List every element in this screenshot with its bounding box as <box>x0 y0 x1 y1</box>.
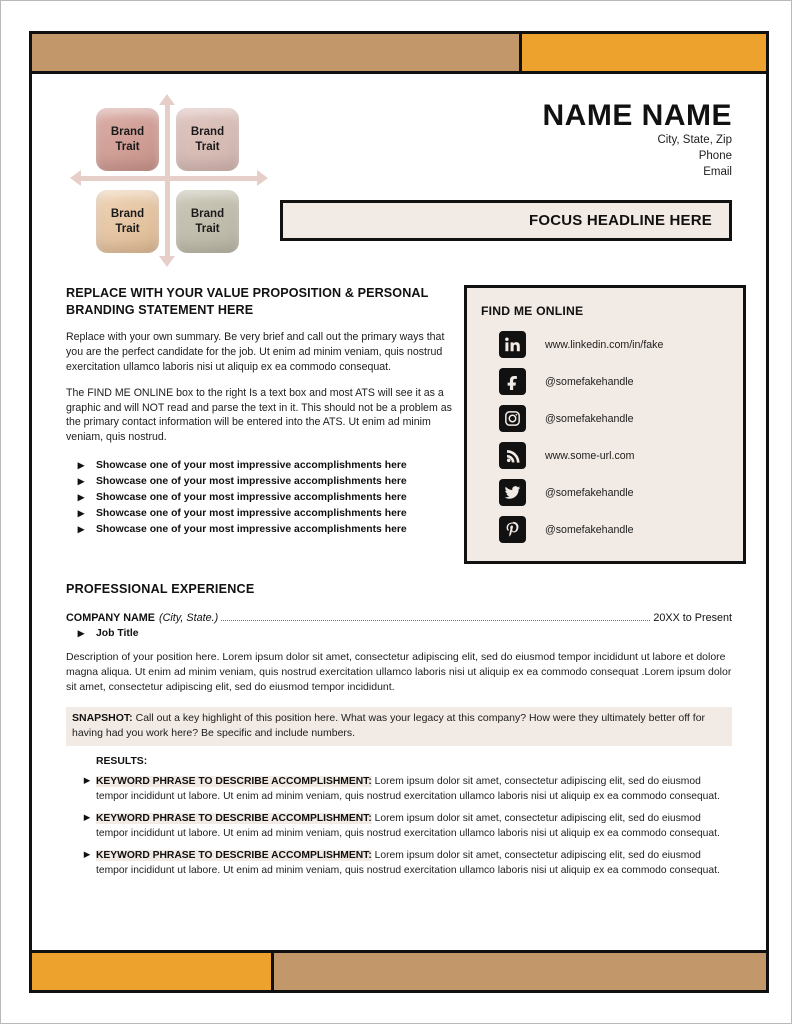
list-item[interactable] <box>481 442 729 469</box>
resume-body <box>32 74 766 950</box>
result-text: Lorem ipsum dolor sit amet, consectetur adipiscing elit, sed do eiusmod tempor incididunt ut labore. Ut enim ad minim veniam, quis nostrud exercitation ullamco laboris nisi ut aliquip ex ea commodo consequat. <box>96 850 720 877</box>
bullet-marker-icon: ▶ <box>77 628 85 638</box>
bullet-marker-icon: ▶ <box>83 812 91 823</box>
header-bar-tan-segment <box>32 34 522 71</box>
resume-sheet <box>29 31 769 993</box>
company-name: COMPANY NAME <box>66 612 155 624</box>
list-item[interactable] <box>481 479 729 506</box>
bullet-text: Showcase one of your most impressive accomplishments here <box>96 508 407 520</box>
professional-experience-heading: PROFESSIONAL EXPERIENCE <box>66 582 255 596</box>
footer-bar-tan-segment <box>274 953 766 990</box>
list-item <box>66 458 458 474</box>
brand-trait-quadrant-graphic <box>74 98 264 263</box>
summary-paragraph-2: The FIND ME ONLINE box to the right Is a text box and most ATS will see it as a graphic and will NOT read and parse the text in it. This should not be a problem as the primary contact information will be entered into the ATS. Ut enim ad minim veniam, quis nostrud. <box>66 386 452 444</box>
brand-trait-top-left <box>96 108 159 171</box>
summary-paragraph-1: Replace with your own summary. Be very brief and call out the primary ways that you are the perfect candidate for the job. Ut enim ad minim veniam, quis nostrud exercitation ullamco laboris nisi ut aliquip ex ea commodo consequat. <box>66 331 445 373</box>
bullet-marker-icon: ▶ <box>83 849 91 860</box>
list-item[interactable] <box>481 516 729 543</box>
snapshot-text: Call out a key highlight of this position here. What was your legacy at this company? How were they ultimately better off for having had you work here? Be specific and include numbers. <box>72 711 706 739</box>
rss-icon <box>499 442 526 469</box>
result-keyword: KEYWORD PHRASE TO DESCRIBE ACCOMPLISHMENT: <box>96 850 372 862</box>
contact-phone: Phone <box>698 149 732 162</box>
list-item <box>66 506 458 522</box>
job-title: Job Title <box>96 628 139 639</box>
brand-trait-line2: Trait <box>115 140 140 153</box>
brand-trait-bottom-right <box>176 190 239 253</box>
social-link-label: www.some-url.com <box>545 449 635 462</box>
list-item[interactable] <box>481 405 729 432</box>
result-body <box>96 848 732 878</box>
summary-and-social-row <box>66 285 732 564</box>
brand-trait-line1: Brand <box>190 126 225 139</box>
twitter-icon <box>499 479 526 506</box>
arrow-up-icon <box>159 94 175 105</box>
list-item <box>66 811 732 841</box>
job-title-row <box>66 628 732 639</box>
accomplishment-bullet-list <box>66 458 458 538</box>
bullet-marker-icon: ▶ <box>83 775 91 786</box>
contact-city-state-zip: City, State, Zip <box>657 133 732 146</box>
bullet-marker-icon: ▶ <box>77 492 85 503</box>
result-keyword: KEYWORD PHRASE TO DESCRIBE ACCOMPLISHMENT: <box>96 813 372 825</box>
instagram-icon <box>499 405 526 432</box>
list-item[interactable] <box>481 368 729 395</box>
list-item <box>66 774 732 804</box>
bullet-text: Showcase one of your most impressive accomplishments here <box>96 476 407 488</box>
brand-trait-line1: Brand <box>110 208 145 221</box>
brand-trait-line2: Trait <box>115 222 140 235</box>
facebook-icon <box>499 368 526 395</box>
company-header-row <box>66 612 732 624</box>
find-me-online-box <box>464 285 746 564</box>
candidate-name: NAME NAME <box>542 99 732 132</box>
bullet-text: Showcase one of your most impressive accomplishments here <box>96 492 407 504</box>
social-link-label: @somefakehandle <box>545 375 634 388</box>
result-text: Lorem ipsum dolor sit amet, consectetur adipiscing elit, sed do eiusmod tempor incididunt ut labore. Ut enim ad minim veniam, quis nostrud exercitation ullamco laboris nisi ut aliquip ex ea commodo consequat. <box>96 776 720 803</box>
result-body <box>96 811 732 841</box>
list-item <box>66 474 458 490</box>
brand-trait-line2: Trait <box>195 140 220 153</box>
bullet-marker-icon: ▶ <box>77 476 85 487</box>
social-link-label: @somefakehandle <box>545 412 634 425</box>
list-item <box>66 490 458 506</box>
brand-trait-top-right <box>176 108 239 171</box>
brand-trait-line2: Trait <box>195 222 220 235</box>
brand-trait-line1: Brand <box>190 208 225 221</box>
arrow-left-icon <box>70 170 81 186</box>
footer-color-bar <box>32 950 766 990</box>
list-item[interactable] <box>481 331 729 358</box>
focus-headline-box <box>280 200 732 241</box>
snapshot-label: SNAPSHOT: <box>72 711 133 724</box>
bullet-text: Showcase one of your most impressive accomplishments here <box>96 460 407 472</box>
result-body <box>96 774 732 804</box>
contact-email: Email <box>703 166 732 179</box>
header-bar-orange-segment <box>522 34 766 71</box>
value-proposition-heading: REPLACE WITH YOUR VALUE PROPOSITION & PERSONAL BRANDING STATEMENT HERE <box>66 286 429 318</box>
social-link-label: @somefakehandle <box>545 523 634 536</box>
identity-block <box>280 96 732 241</box>
snapshot-callout <box>66 707 732 746</box>
pinterest-icon <box>499 516 526 543</box>
arrow-right-icon <box>257 170 268 186</box>
company-location: (City, State.) <box>158 612 219 624</box>
position-description: Description of your position here. Lorem ipsum dolor sit amet, consectetur adipiscing elit, sed do eiusmod tempor incididunt ut labore et dolore magna aliqua. Ut enim ad minim veniam, quis nostrud exercitation ullamco laboris nisi ut aliquip ex ea commodo consequat .Lorem ipsum dolor sit amet, consectetur adipiscing elit, sed do eiusmod tempor incididunt. <box>66 651 732 694</box>
find-me-online-title: FIND ME ONLINE <box>481 304 584 318</box>
horizontal-axis <box>78 176 260 181</box>
bullet-marker-icon: ▶ <box>77 508 85 519</box>
social-links-list <box>481 331 729 543</box>
result-keyword: KEYWORD PHRASE TO DESCRIBE ACCOMPLISHMENT: <box>96 776 372 788</box>
bullet-marker-icon: ▶ <box>77 460 85 471</box>
list-item <box>66 522 458 538</box>
result-text: Lorem ipsum dolor sit amet, consectetur adipiscing elit, sed do eiusmod tempor incididunt ut labore. Ut enim ad minim veniam, quis nostrud exercitation ullamco laboris nisi ut aliquip ex ea commodo consequat. <box>96 813 720 840</box>
brand-trait-bottom-left <box>96 190 159 253</box>
value-proposition-section <box>66 285 464 538</box>
focus-headline-text: FOCUS HEADLINE HERE <box>529 212 712 230</box>
social-link-label: @somefakehandle <box>545 486 634 499</box>
results-label: RESULTS: <box>96 756 148 768</box>
header-color-bar <box>32 34 766 74</box>
header-row <box>66 96 732 263</box>
arrow-down-icon <box>159 256 175 267</box>
brand-trait-line1: Brand <box>110 126 145 139</box>
dotted-leader <box>221 620 650 621</box>
social-link-label: www.linkedin.com/in/fake <box>545 338 664 351</box>
linkedin-icon <box>499 331 526 358</box>
bullet-text: Showcase one of your most impressive accomplishments here <box>96 524 407 536</box>
footer-bar-orange-segment <box>32 953 274 990</box>
bullet-marker-icon: ▶ <box>77 524 85 535</box>
employment-dates: 20XX to Present <box>653 612 732 624</box>
list-item <box>66 848 732 878</box>
